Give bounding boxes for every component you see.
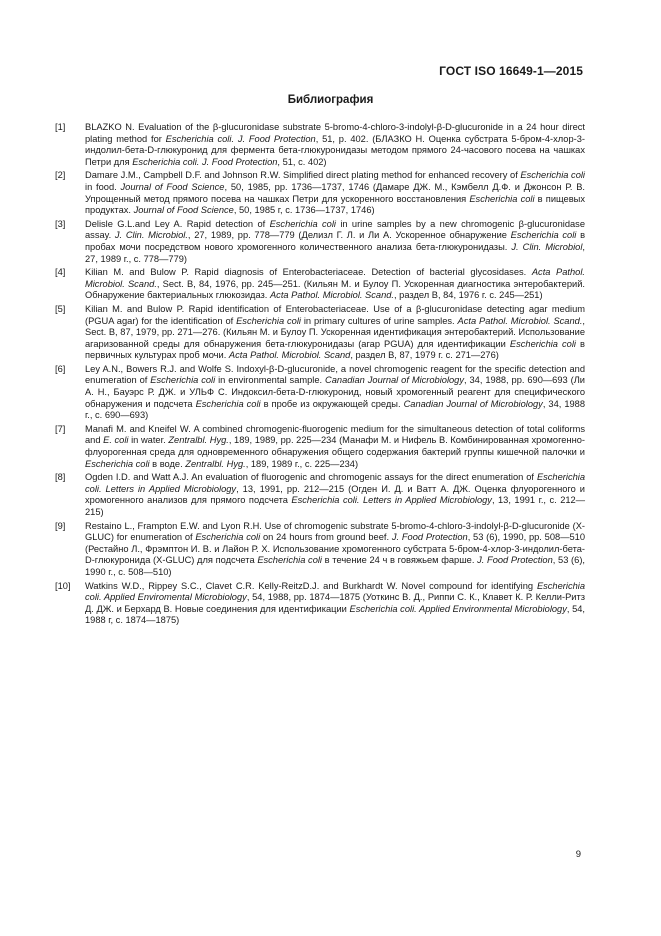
reference-italic-segment: J. Food Protection — [477, 555, 553, 566]
reference-segment: , Sect. B, 87, 1979, pp. 271—276. (Кильян М. и Булоу П. Ускоренная идентификация энтеробактерий. Использование агаризованной среды для обнаружения бета-глюкуронидазы (агар PGUA) для идентификации — [85, 315, 585, 349]
reference-italic-segment: Escherichia coli — [520, 170, 585, 181]
reference-segment: в воде. — [149, 458, 186, 469]
reference-segment: Ogden I.D. and Watt A.J. An evaluation of fluorogenic and chromogenic assays for the direct enumeration of — [85, 472, 537, 483]
reference-italic-segment: Escherichia coli — [469, 193, 535, 204]
reference-segment: , 34, 1988, pp. 690—693 (Ли А. Н., Бауэрс Р. ДЖ. и УЛЬФ С. Индоксил-бета-D-глюкуронид, новый хромогенный реагент для специфического обнаружения и подсчета — [85, 375, 585, 409]
reference-segment: Kilian M. and Bulow P. Rapid diagnosis of Enterobacteriaceae. Detection of bacterial glycosidases. — [85, 267, 532, 278]
reference-number: [7] — [55, 423, 66, 434]
reference-segment: in primary cultures of urine samples. — [300, 315, 458, 326]
reference-segment: in environmental sample. — [215, 375, 326, 386]
reference-list — [55, 122, 585, 629]
reference-italic-segment: Acta Pathol. Microbiol. Scand. — [85, 267, 585, 289]
reference-segment: Manafi M. and Kneifel W. A combined chromogenic-fluorogenic medium for the simultaneous detection of total coliforms and — [85, 423, 585, 446]
reference-item — [55, 521, 585, 579]
reference-italic-segment: Escherichia coli. Letters in Applied Microbiology — [291, 495, 492, 506]
reference-item — [55, 267, 585, 302]
reference-item — [55, 472, 585, 518]
reference-item — [55, 304, 585, 362]
reference-text — [85, 472, 585, 518]
reference-italic-segment: J. Clin. Microbiol. — [114, 230, 188, 241]
reference-number: [1] — [55, 122, 66, 132]
reference-segment: Kilian M. and Bulow P. Rapid identification of Enterobacteriaceae. Use of a β-glucuronidase detecting agar medium (PGUA agar) for the identification of — [85, 303, 585, 326]
reference-segment: Delisle G.L.and Ley A. Rapid detection of — [85, 218, 270, 229]
reference-number: [6] — [55, 363, 66, 374]
reference-text — [85, 304, 585, 362]
bibliography-heading: Библиография — [287, 94, 374, 106]
reference-text — [85, 267, 585, 302]
reference-italic-segment: Escherichia coli — [236, 315, 301, 326]
reference-italic-segment: Escherichia coli. J. Food Protection — [132, 156, 278, 167]
reference-segment: , 51, с. 402) — [277, 156, 327, 167]
reference-segment: , 50, 1985, pp. 1736—1737, 1746 (Дамаре ДЖ. М., Кэмбелл Д.Ф. и Джонсон Р. В. Упрощенный метод прямого посева на чашках Петри для ускоренного восстановления — [85, 181, 585, 204]
reference-segment: , 53 (6), 1990 г., с. 508—510) — [85, 555, 585, 577]
reference-italic-segment: Escherichia coli — [150, 375, 216, 386]
reference-italic-segment: Acta Pathol. Microbiol. Scand. — [269, 290, 395, 301]
reference-segment: , 189, 1989 г., с. 225—234) — [245, 458, 359, 469]
reference-italic-segment: Canadian Journal of Microbiology — [325, 375, 465, 386]
reference-segment: , 27, 1989, pp. 778—779 (Делизл Г. Л. и Ли А. Ускоренное обнаружение — [187, 230, 511, 241]
reference-segment: , 51, p. 402. (БЛАЗКО Н. Оценка субстрата 5-бром-4-хлор-3-индолил-бета-D-глюкуронид для фермента бета-глюкуронидазы методом прямого 24-часового посева на чашках Петри для — [85, 133, 585, 167]
reference-number: [10] — [55, 580, 71, 591]
reference-segment: , 54, 1988, pp. 1874—1875 (Уоткинс В. Д., Риппи С. К., Клавет К. Р. Келли-Ритз Д. ДЖ. и Берхард В. Новые соединения для идентификации — [85, 592, 585, 614]
reference-item — [55, 581, 585, 627]
reference-item — [55, 122, 585, 168]
reference-segment: , 34, 1988 г., с. 690—693) — [85, 398, 586, 421]
reference-item — [55, 424, 585, 470]
reference-text — [85, 122, 585, 168]
reference-italic-segment: Escherichia coli. Applied Enviromental Microbiology — [85, 580, 585, 603]
reference-number: [5] — [55, 303, 66, 314]
reference-italic-segment: Escherichia coli — [269, 218, 336, 229]
reference-italic-segment: Canadian Journal of Microbiology — [403, 398, 543, 409]
reference-number: [4] — [55, 267, 66, 278]
reference-segment: Restaino L., Frampton E.W. and Lyon R.H. Use of chromogenic substrate 5-bromo-4-chloro-3-indolyl-β-D-glucuronide (X-GLUC) for enumeration of — [85, 520, 585, 543]
reference-segment: , 13, 1991 г., с. 212—215) — [85, 495, 585, 517]
reference-italic-segment: Escherichia coli — [510, 230, 577, 241]
reference-number: [9] — [55, 520, 66, 531]
reference-italic-segment: Acta Pathol. Microbiol. Scand — [228, 350, 351, 361]
reference-italic-segment: Escherichia coli — [195, 532, 261, 543]
reference-italic-segment: Escherichia coli. J. Food Protection — [165, 133, 316, 144]
reference-italic-segment: Escherichia coli — [509, 338, 576, 349]
reference-italic-segment: Escherichia coli — [195, 398, 261, 409]
reference-italic-segment: Escherichia coli — [257, 555, 322, 566]
reference-segment: Watkins W.D., Rippey S.C., Clavet C.R. Kelly-ReitzD.J. and Burkhardt W. Novel compound for identifying — [85, 580, 537, 591]
page-number: 9 — [575, 849, 581, 860]
reference-segment: , 53 (6), 1990, pp. 508—510 (Рестайно Л., Фрэмптон И. В. и Лайон Р. Х. Использование хромогенного субстрата 5-бром-4-хлор-3-индолил-бета-D-глюкуронида (X-GLUC) для подсчета — [85, 532, 585, 566]
reference-item — [55, 170, 585, 216]
reference-segment: , 27, 1989 г., с. 778—779) — [85, 241, 585, 264]
reference-number: [8] — [55, 472, 66, 483]
reference-segment: , раздел В, 84, 1976 г. с. 245—251) — [394, 290, 543, 301]
reference-number: [3] — [55, 218, 66, 229]
reference-text — [85, 581, 585, 627]
reference-segment: Damare J.M., Campbell D.F. and Johnson R.W. Simplified direct plating method for enhanced recovery of — [85, 170, 521, 181]
reference-italic-segment: J. Food Protection — [391, 532, 468, 543]
standard-designation: ГОСТ ISO 16649-1—2015 — [439, 64, 583, 78]
reference-text — [85, 424, 585, 470]
reference-segment: on 24 hours from ground beef. — [260, 532, 392, 543]
reference-italic-segment: Escherichia coli — [85, 458, 150, 469]
reference-segment: в первичных культурах проб мочи. — [85, 338, 585, 361]
reference-number: [2] — [55, 170, 66, 181]
reference-italic-segment: J. Clin. Microbiol — [511, 241, 583, 252]
reference-segment: in food. — [85, 181, 121, 192]
reference-segment: в пробе из окружающей среды. — [260, 398, 404, 409]
reference-segment: , Sect. B, 84, 1976, pp. 245—251. (Кильян М. и Булоу П. Ускоренная диагностика энтеробактерий. Обнаружение бактериальных глюкозидаз. — [85, 278, 585, 301]
reference-segment: , 13, 1991, pp. 212—215 (Огден И. Д. и Ватт А. ДЖ. Оценка флуорогенного и хромогенного анализов для прямого подсчета — [85, 483, 585, 506]
reference-segment: Ley A.N., Bowers R.J. and Wolfe S. Indoxyl-β-D-glucuronide, a novel chromogenic reagent for the specific detection and enumeration of — [85, 363, 585, 386]
reference-italic-segment: Escherichia coli. Letters in Applied Microbiology — [85, 472, 585, 494]
reference-segment: , 50, 1985 г, с. 1736—1737, 1746) — [233, 205, 375, 216]
reference-italic-segment: Escherichia coli. Applied Environmental Microbiology — [349, 603, 567, 614]
reference-segment: in water. — [128, 435, 169, 446]
reference-text — [85, 170, 585, 216]
reference-segment: , 189, 1989, pp. 225—234 (Манафи М. и Нифель В. Комбинированная хромогенно-флуорогенная среда для одновременного обнаружения общего содержания бактерий группы кишечной палочки и — [85, 435, 585, 458]
reference-italic-segment: Journal of Food Science — [120, 181, 225, 192]
reference-segment: в пробах мочи посредством нового хромогенного количественного анализа бета-глюкуронидазы. — [85, 230, 586, 252]
reference-italic-segment: Acta Pathol. Microbiol. Scand. — [457, 315, 583, 326]
reference-italic-segment: Zentralbl. Hyg. — [168, 435, 229, 446]
reference-text — [85, 521, 585, 579]
reference-italic-segment: E. coli — [103, 435, 129, 446]
reference-text — [85, 364, 585, 422]
reference-segment: в пищевых продуктах. — [85, 193, 585, 216]
reference-italic-segment: Zentralbl. Hyg. — [185, 458, 246, 469]
reference-segment: BLAZKO N. Evaluation of the β-glucuronidase substrate 5-bromo-4-chloro-3-indolyl-β-D-glucuronide in a 24 hour direct plating method for — [85, 122, 585, 144]
reference-text — [85, 219, 585, 265]
reference-segment: in urine samples by a new chromogenic β-glucuronidase assay. — [85, 218, 585, 241]
reference-italic-segment: Journal of Food Science — [133, 205, 234, 216]
reference-segment: , раздел В, 87, 1979 г. с. 271—276) — [350, 350, 499, 361]
reference-item — [55, 219, 585, 265]
reference-item — [55, 364, 585, 422]
reference-segment: , 54, 1988 г, с. 1874—1875) — [85, 603, 586, 626]
reference-segment: в течение 24 ч в говяжьем фарше. — [322, 555, 478, 566]
